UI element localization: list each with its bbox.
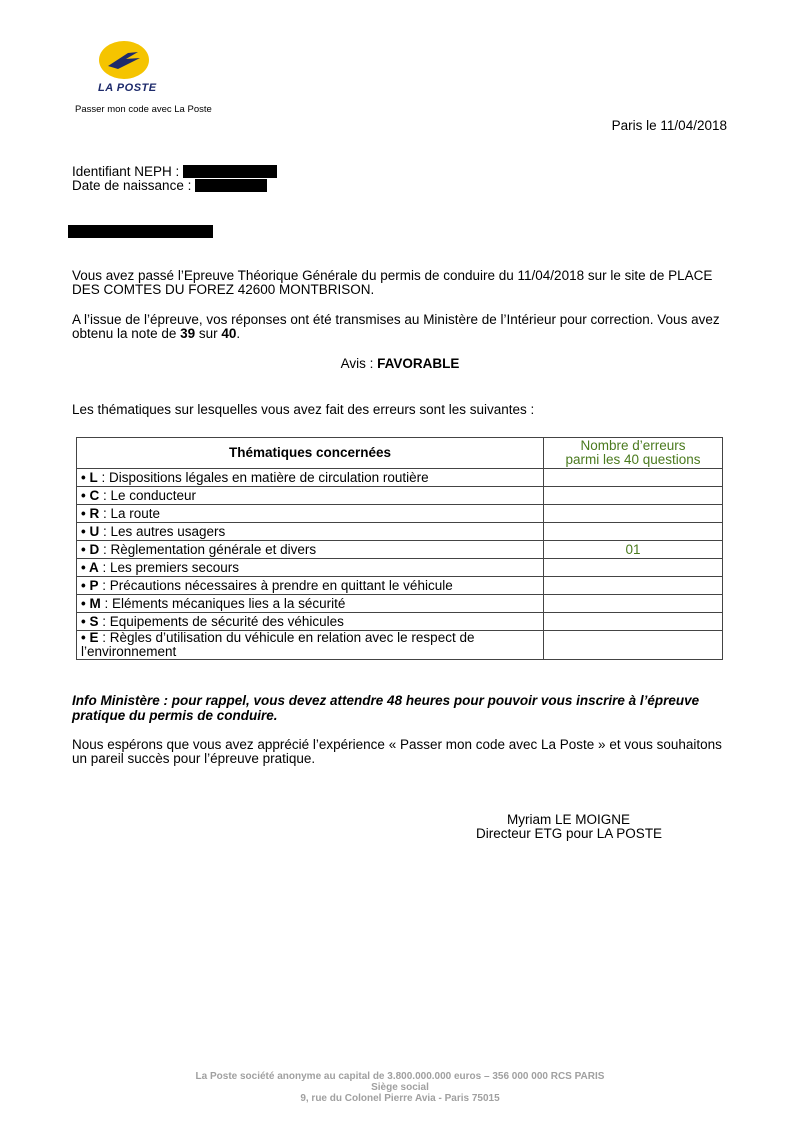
theme-cell [77, 523, 544, 541]
theme-label: : Règlementation générale et divers [99, 541, 317, 557]
theme-cell [77, 469, 544, 487]
error-count-cell [544, 613, 723, 631]
avis-value: FAVORABLE [377, 356, 460, 371]
theme-label: : Equipements de sécurité des véhicules [98, 613, 344, 629]
redacted-neph [183, 165, 277, 178]
bullet: • [81, 469, 90, 485]
table-row [77, 595, 723, 613]
themes-intro: Les thématiques sur lesquelles vous avez fait des erreurs sont les suivantes : [72, 402, 535, 417]
col-errors-header-line2: parmi les 40 questions [565, 452, 701, 467]
theme-letter: S [89, 613, 99, 629]
result-paragraph [72, 313, 728, 341]
error-count-cell [544, 469, 723, 487]
col-themes-header: Thématiques concernées [77, 438, 544, 469]
result-period: . [236, 326, 241, 341]
theme-cell [77, 541, 544, 559]
redacted-birthdate [195, 179, 267, 192]
theme-letter: A [88, 559, 99, 575]
birth-line [72, 179, 277, 193]
bullet: • [81, 630, 90, 645]
theme-label: : Le conducteur [99, 487, 197, 503]
redacted-name [68, 225, 213, 238]
error-count-cell: 01 [544, 541, 723, 559]
signatory-name: Myriam LE MOIGNE [507, 812, 631, 827]
theme-label: : Précautions nécessaires à prendre en quittant le véhicule [98, 577, 453, 593]
closing-paragraph: Nous espérons que vous avez apprécié l’expérience « Passer mon code avec La Poste » et vous souhaitons un pareil succès pour l’épreuve pratique. [72, 737, 722, 766]
result-text: A l’issue de l’épreuve, vos réponses ont été transmises au Ministère de l’Intérieur pour correction. Vous avez obtenu la note de [72, 312, 720, 341]
theme-label: : La route [99, 505, 161, 521]
col-errors-header [544, 438, 723, 469]
info-ministere: Info Ministère : pour rappel, vous devez attendre 48 heures pour pouvoir vous inscrire à l’épreuve pratique du permis de conduire. [72, 693, 700, 723]
theme-letter: M [89, 595, 101, 611]
error-count-cell [544, 523, 723, 541]
tagline: Passer mon code avec La Poste [75, 104, 212, 115]
error-count-cell [544, 631, 723, 660]
score-separator: sur [195, 326, 222, 341]
theme-cell [77, 577, 544, 595]
score-total: 40 [221, 326, 237, 341]
table-row [77, 577, 723, 595]
table-row [77, 523, 723, 541]
bullet: • [81, 541, 90, 557]
error-count-cell [544, 577, 723, 595]
signatory-title: Directeur ETG pour LA POSTE [476, 826, 663, 841]
neph-label: Identifiant NEPH : [72, 164, 180, 179]
theme-label: : Eléments mécaniques lies a la sécurité [100, 595, 346, 611]
footer-line-2: Siège social [371, 1082, 429, 1093]
theme-label: : Les premiers secours [98, 559, 240, 575]
theme-cell [77, 487, 544, 505]
theme-letter: D [89, 541, 100, 557]
exam-paragraph: Vous avez passé l’Epreuve Théorique Générale du permis de conduire du 11/04/2018 sur le site de PLACE DES COMTES DU FOREZ 42600 MONTBRISON. [72, 268, 713, 297]
signature-block [476, 813, 662, 841]
logo-text: LA POSTE [98, 82, 157, 94]
table-row [77, 631, 723, 660]
theme-cell [77, 595, 544, 613]
table-row [77, 613, 723, 631]
col-errors-header-line1: Nombre d’erreurs [580, 438, 686, 453]
bullet: • [81, 505, 90, 521]
theme-label: : Les autres usagers [99, 523, 226, 539]
theme-label: : Dispositions légales en matière de circulation routière [97, 469, 429, 485]
avis-line [0, 356, 800, 371]
footer [0, 1071, 800, 1104]
theme-letter: R [89, 505, 100, 521]
theme-cell [77, 559, 544, 577]
table-row [77, 469, 723, 487]
table-row [77, 559, 723, 577]
bullet: • [81, 577, 90, 593]
table-row [77, 487, 723, 505]
neph-line [72, 165, 277, 179]
letter-date: Paris le 11/04/2018 [611, 118, 727, 133]
theme-cell [77, 505, 544, 523]
error-count-cell [544, 595, 723, 613]
theme-label: : Règles d’utilisation du véhicule en relation avec le respect de l’environnement [81, 630, 475, 659]
bullet: • [81, 523, 90, 539]
la-poste-bird-icon [98, 40, 150, 80]
theme-letter: C [89, 487, 100, 503]
bullet: • [81, 487, 90, 503]
footer-line-3: 9, rue du Colonel Pierre Avia - Paris 75015 [300, 1093, 500, 1104]
theme-cell [77, 631, 544, 660]
theme-letter: E [89, 630, 99, 645]
table-row [77, 505, 723, 523]
theme-letter: U [89, 523, 100, 539]
bullet: • [81, 595, 90, 611]
error-count-cell [544, 487, 723, 505]
theme-letter: P [89, 577, 99, 593]
theme-letter: L [89, 469, 98, 485]
birth-label: Date de naissance : [72, 178, 192, 193]
score-value: 39 [180, 326, 196, 341]
error-count-cell [544, 505, 723, 523]
error-count-cell [544, 559, 723, 577]
themes-table [76, 437, 723, 660]
table-header-row [77, 438, 723, 469]
footer-line-1: La Poste société anonyme au capital de 3.800.000.000 euros – 356 000 000 RCS PARIS [195, 1071, 605, 1082]
table-row [77, 541, 723, 559]
identity-block [72, 165, 277, 193]
bullet: • [81, 613, 90, 629]
bullet: • [81, 559, 89, 575]
avis-label: Avis : [340, 356, 378, 371]
theme-cell [77, 613, 544, 631]
